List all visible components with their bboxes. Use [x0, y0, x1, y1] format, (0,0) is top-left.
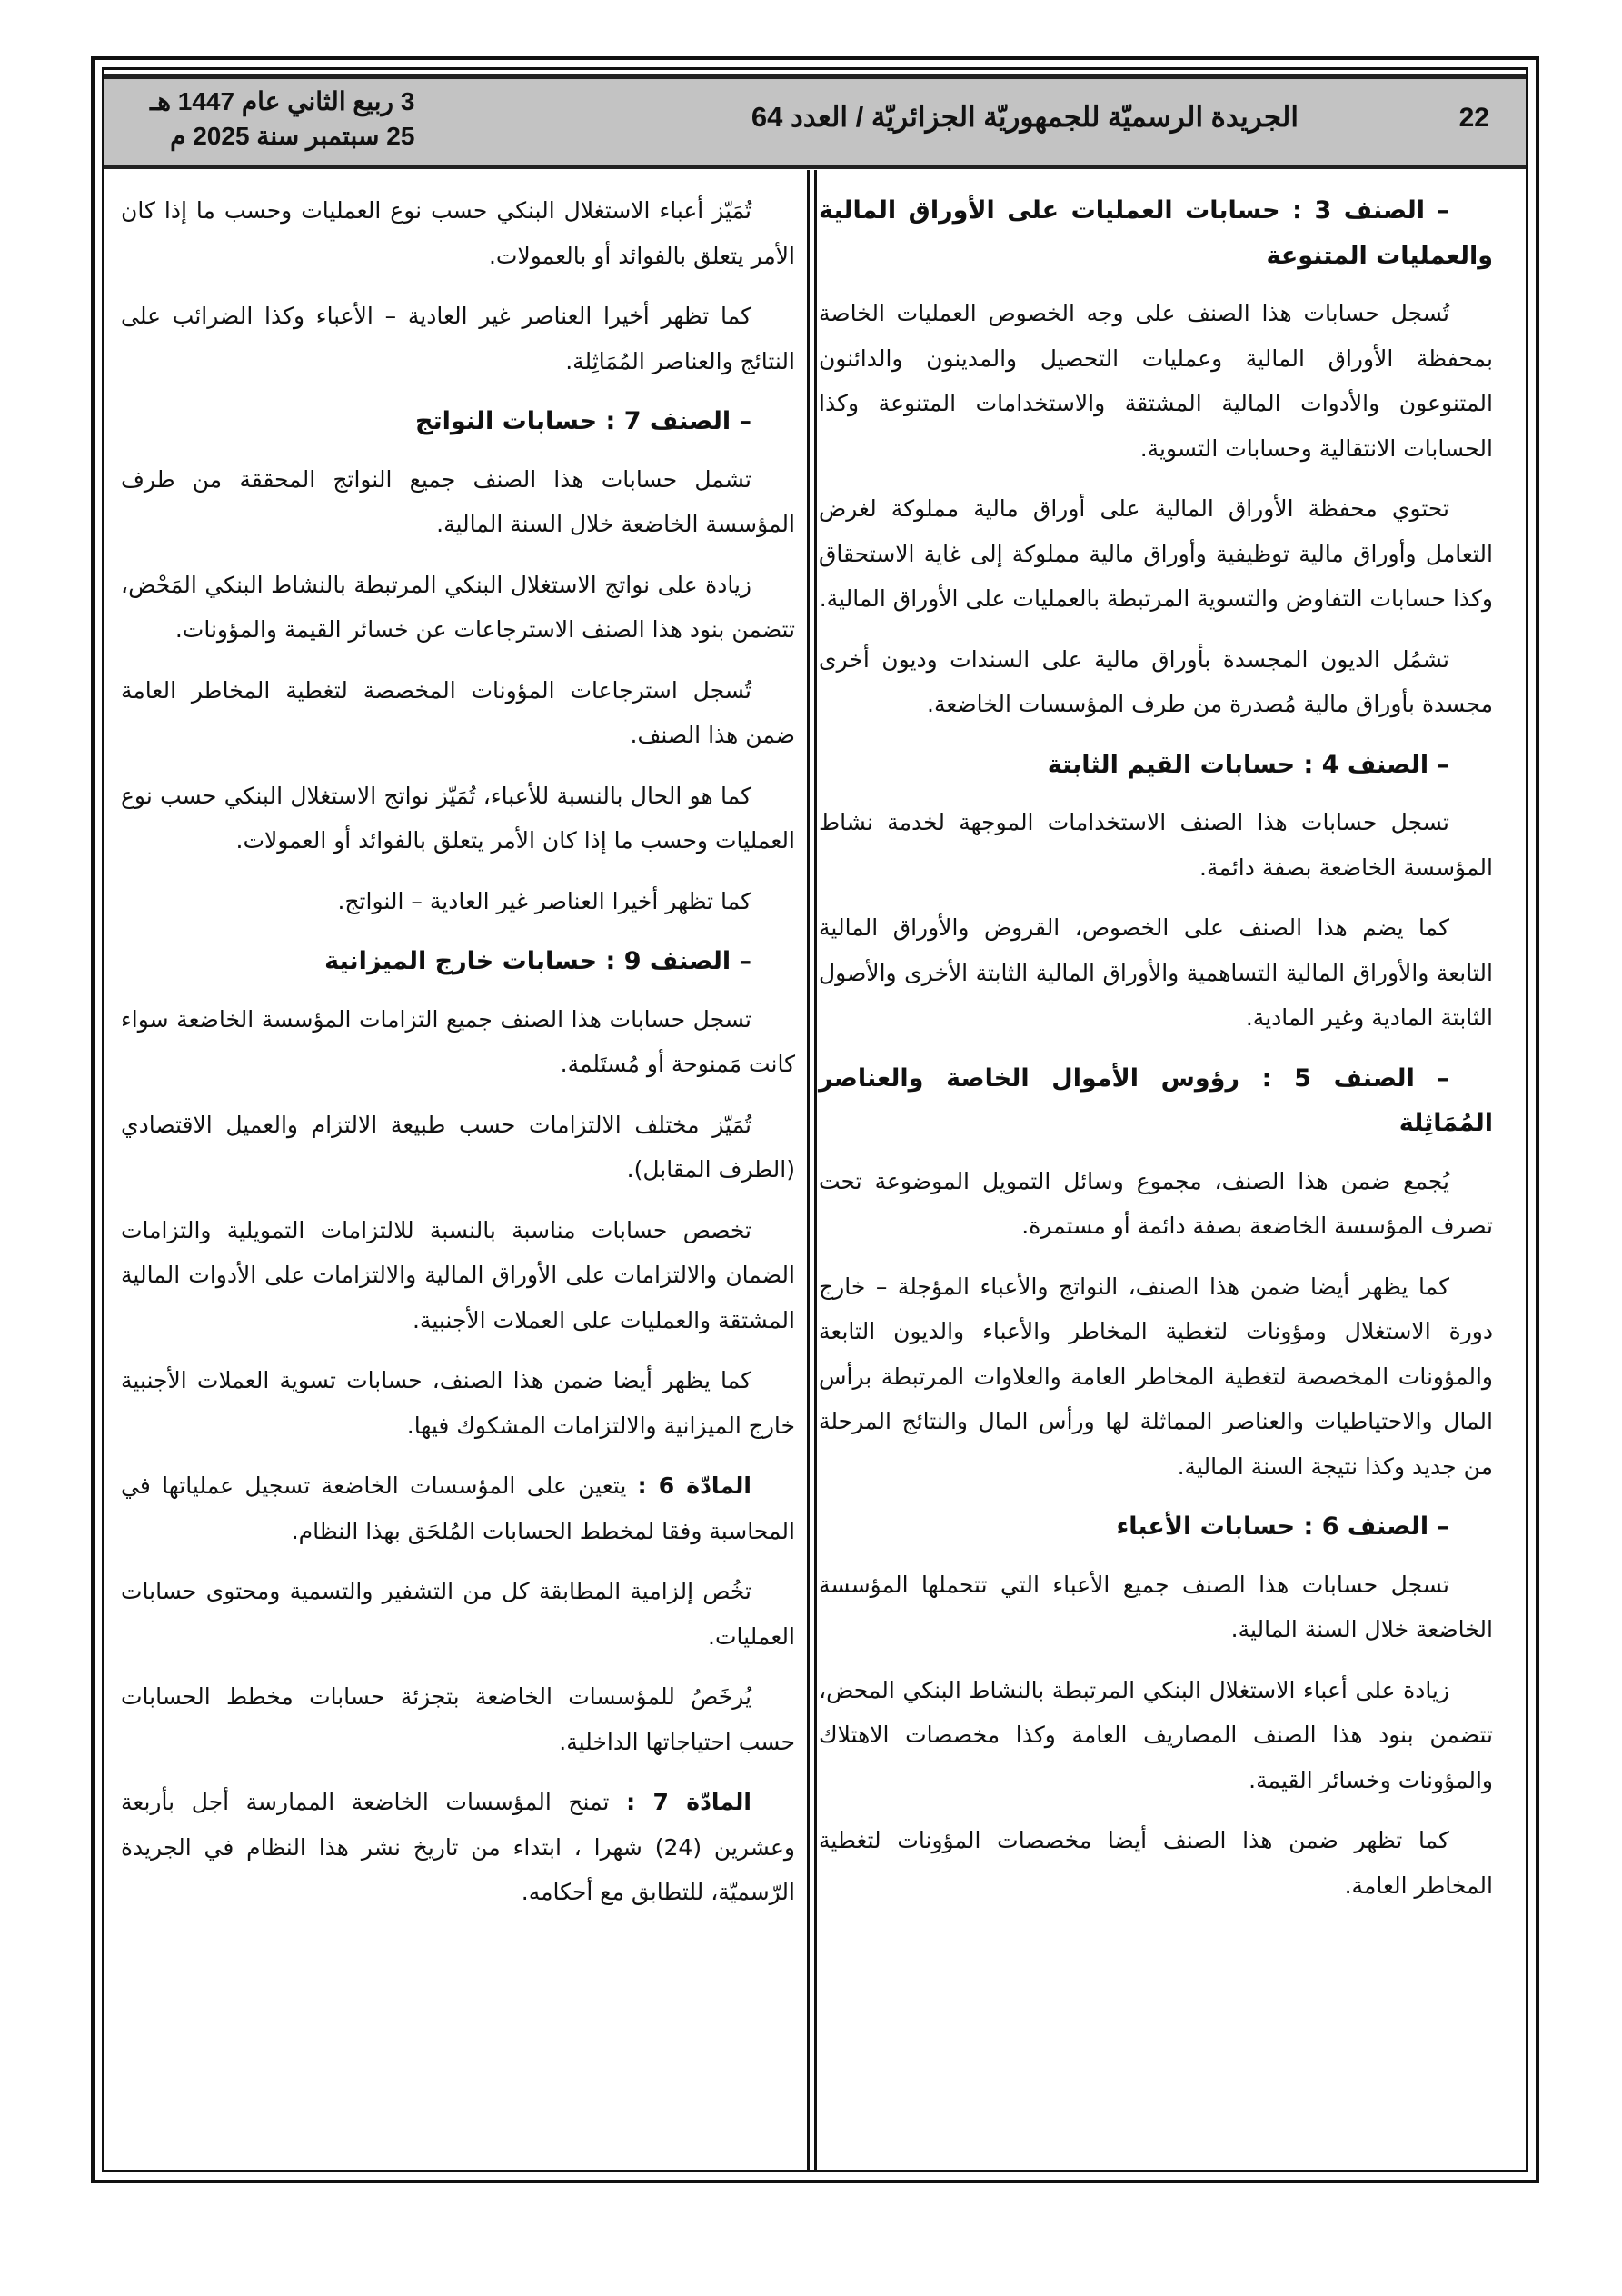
paragraph: تشمُل الديون المجسدة بأوراق مالية على السندات وديون أخرى مجسدة بأوراق مالية مُصدرة من طرف المؤسسات الخاضعة. [819, 645, 1493, 717]
paragraph: تُمَيّز أعباء الاستغلال البنكي حسب نوع العمليات وحسب ما إذا كان الأمر يتعلق بالفوائد أو بالعمولات. [121, 197, 795, 269]
paragraph: تشمل حسابات هذا الصنف جميع النواتج المحققة من طرف المؤسسة الخاضعة خلال السنة المالية. [121, 465, 795, 537]
gazette-header [104, 74, 1526, 169]
paragraph: زيادة على نواتج الاستغلال البنكي المرتبطة بالنشاط البنكي المَحْض، تتضمن بنود هذا الصنف الاسترجاعات عن خسائر القيمة والمؤونات. [121, 571, 795, 643]
paragraph: تخُص إلزامية المطابقة كل من التشفير والتسمية ومحتوى حسابات العمليات. [121, 1578, 795, 1650]
date-gregorian: 25 سبتمبر سنة 2025 م [170, 122, 415, 150]
paragraph: تُمَيّز مختلف الالتزامات حسب طبيعة الالتزام والعميل الاقتصادي (الطرف المقابل). [121, 1111, 795, 1183]
date-hijri: 3 ربيع الثاني عام 1447 هـ [150, 87, 415, 115]
column-divider [807, 170, 817, 2170]
paragraph: تسجل حسابات هذا الصنف الاستخدامات الموجهة لخدمة نشاط المؤسسة الخاضعة بصفة دائمة. [819, 809, 1493, 881]
paragraph: كما يظهر أيضا ضمن هذا الصنف، النواتج والأعباء المؤجلة – خارج دورة الاستغلال ومؤونات لتغطية المخاطر والأعباء والديون التابعة والمؤونات المخصصة لتغطية المخاطر العامة والعلاوات المرتبطة برأس المال والاحتياطيات والعناصر المماثلة لها ورأس المال والنتائج المرحلة من جديد وكذا نتيجة السنة المالية. [819, 1273, 1493, 1480]
paragraph: تسجل حسابات هذا الصنف جميع التزامات المؤسسة الخاضعة سواء كانت مَمنوحة أو مُستَلمة. [121, 1005, 795, 1077]
section-heading: – الصنف 5 : رؤوس الأموال الخاصة والعناصر المُمَاثِلة [819, 1063, 1493, 1137]
section-heading: – الصنف 3 : حسابات العمليات على الأوراق المالية والعمليات المتنوعة [819, 196, 1493, 270]
article-label: المادّة 7 : [626, 1789, 751, 1815]
paragraph: كما تظهر أخيرا العناصر غير العادية – النواتج. [337, 887, 751, 914]
article-paragraph [121, 1780, 795, 1915]
article-paragraph [121, 1463, 795, 1553]
paragraph: تخصص حسابات مناسبة بالنسبة للالتزامات التمويلية والتزامات الضمان والالتزامات على الأوراق المالية والالتزامات على الأدوات المالية المشتقة والعمليات على العملات الأجنبية. [121, 1216, 795, 1333]
paragraph: تسجل حسابات هذا الصنف جميع الأعباء التي تتحملها المؤسسة الخاضعة خلال السنة المالية. [819, 1571, 1493, 1642]
paragraph: كما تظهر أخيرا العناصر غير العادية – الأعباء وكذا الضرائب على النتائج والعناصر المُمَاثِلة. [121, 303, 795, 374]
page-number: 22 [1458, 103, 1489, 133]
paragraph: تُسجل استرجاعات المؤونات المخصصة لتغطية المخاطر العامة ضمن هذا الصنف. [121, 676, 795, 748]
article-label: المادّة 6 : [637, 1472, 752, 1499]
section-heading: – الصنف 6 : حسابات الأعباء [1116, 1512, 1449, 1541]
gazette-title: الجريدة الرسميّة للجمهوريّة الجزائريّة / العدد 64 [751, 101, 1299, 133]
paragraph: يُجمع ضمن هذا الصنف، مجموع وسائل التمويل الموضوعة تحت تصرف المؤسسة الخاضعة بصفة دائمة أو مستمرة. [819, 1167, 1493, 1239]
article-text: يتعين على المؤسسات الخاضعة تسجيل عملياتها في المحاسبة وفقا لمخطط الحسابات المُلحَق بهذا النظام. [121, 1472, 795, 1544]
left-column [121, 188, 795, 1931]
section-heading: – الصنف 4 : حسابات القيم الثابتة [1047, 750, 1449, 779]
paragraph: تُسجل حسابات هذا الصنف على وجه الخصوص العمليات الخاصة بمحفظة الأوراق المالية وعمليات التحصيل والمدينون والدائنون المتنوعون والأدوات المالية المشتقة والاستخدامات المتنوعة وكذا الحسابات الانتقالية وحسابات التسوية. [819, 300, 1493, 462]
page-frame [91, 56, 1539, 2183]
paragraph: يُرخَصُ للمؤسسات الخاضعة بتجزئة حسابات مخطط الحسابات حسب احتياجاتها الداخلية. [121, 1683, 795, 1755]
section-heading: – الصنف 7 : حسابات النواتج [415, 407, 751, 435]
paragraph: زيادة على أعباء الاستغلال البنكي المرتبطة بالنشاط البنكي المحض، تتضمن بنود هذا الصنف المصاريف العامة وكذا مخصصات الاهتلاك والمؤونات وخسائر القيمة. [819, 1676, 1493, 1793]
paragraph: كما يضم هذا الصنف على الخصوص، القروض والأوراق المالية التابعة والأوراق المالية التساهمية والأوراق المالية الثابتة الأخرى والأصول الثابتة المادية وغير المادية. [819, 914, 1493, 1031]
article-text: تمنح المؤسسات الخاضعة الممارسة أجل بأربعة وعشرين (24) شهرا ، ابتداء من تاريخ نشر هذا النظام في الجريدة الرّسميّة، للتطابق مع أحكامه. [121, 1789, 795, 1905]
paragraph: كما تظهر ضمن هذا الصنف أيضا مخصصات المؤونات لتغطية المخاطر العامة. [819, 1827, 1493, 1899]
section-heading: – الصنف 9 : حسابات خارج الميزانية [324, 947, 751, 975]
page-inner-frame [102, 67, 1528, 2172]
paragraph: تحتوي محفظة الأوراق المالية على أوراق مالية مملوكة لغرض التعامل وأوراق مالية توظيفية وأوراق مالية مملوكة إلى غاية الاستحقاق وكذا حسابات التفاوض والتسوية المرتبطة بالعمليات على الأوراق المالية. [819, 495, 1493, 612]
issue-date [150, 85, 414, 154]
right-column [819, 188, 1493, 1923]
paragraph: كما يظهر أيضا ضمن هذا الصنف، حسابات تسوية العملات الأجنبية خارج الميزانية والالتزامات المشكوك فيها. [121, 1367, 795, 1439]
paragraph: كما هو الحال بالنسبة للأعباء، تُمَيّز نواتج الاستغلال البنكي حسب نوع العمليات وحسب ما إذا كان الأمر يتعلق بالفوائد أو العمولات. [121, 782, 795, 854]
